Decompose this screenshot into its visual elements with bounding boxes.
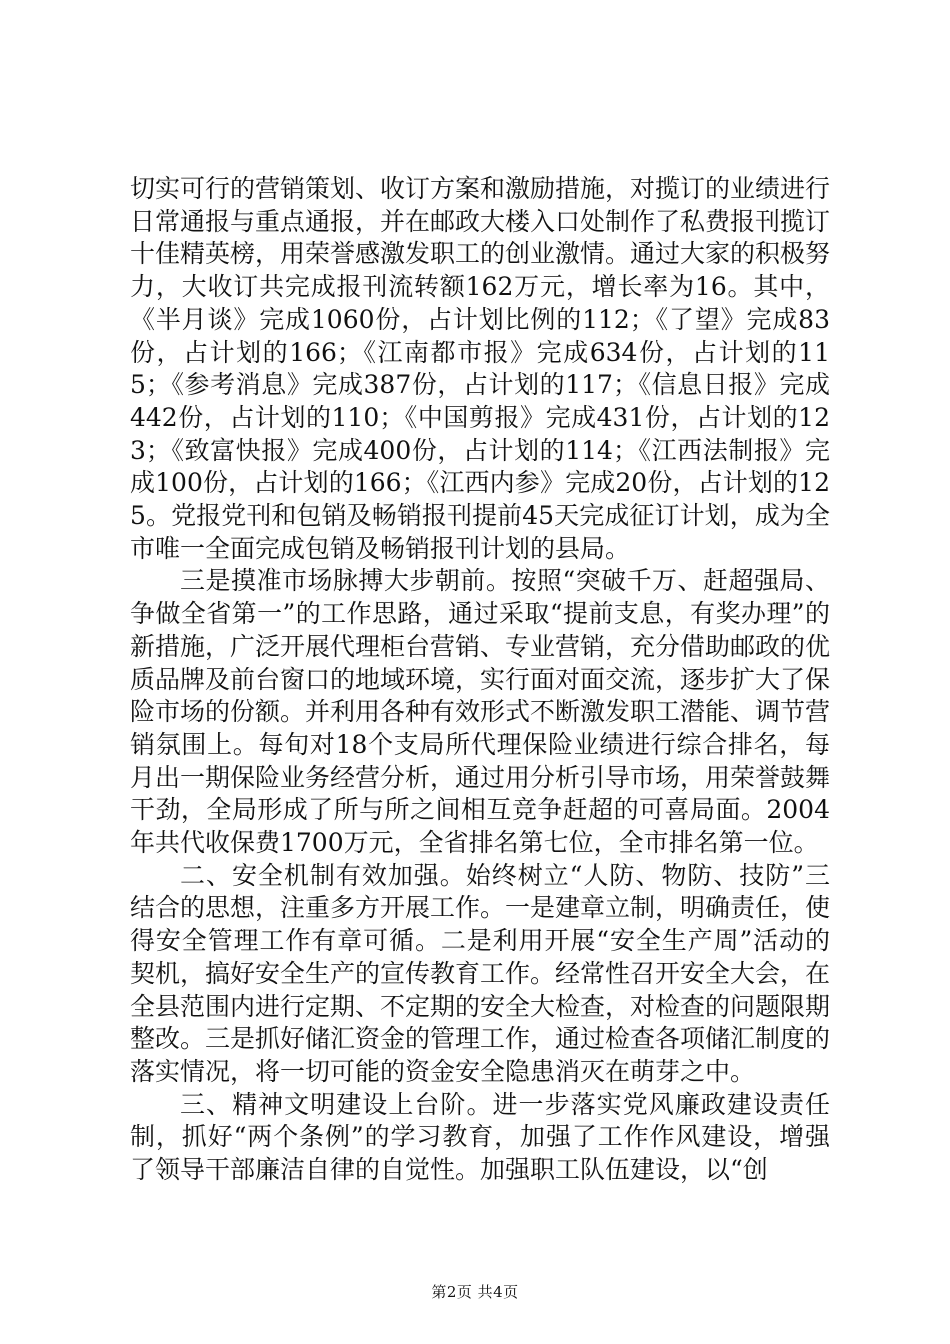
document-body xyxy=(130,173,830,1187)
paragraph-subscription-results: 切实可行的营销策划、收订方案和激励措施，对揽订的业绩进行日常通报与重点通报，并在邮政大楼入口处制作了私费报刊揽订十佳精英榜，用荣誉感激发职工的创业激情。通过大家的积极努力，大收订共完成报刊流转额162万元，增长率为16。其中，《半月谈》完成1060份，占计划比例的112；《了望》完成83份，占计划的166；《江南都市报》完成634份，占计划的115；《参考消息》完成387份，占计划的117；《信息日报》完成442份，占计划的110；《中国剪报》完成431份，占计划的123；《致富快报》完成400份，占计划的114；《江西法制报》完成100份，占计划的166；《江西内参》完成20份，占计划的125。党报党刊和包销及畅销报刊提前45天完成征订计划，成为全市唯一全面完成包销及畅销报刊计划的县局。 xyxy=(130,174,831,563)
paragraph-spiritual-civilization: 三、精神文明建设上台阶。进一步落实党风廉政建设责任制，抓好“两个条例”的学习教育，加强了工作作风建设，增强了领导干部廉洁自律的自觉性。加强职工队伍建设，以“创 xyxy=(130,1089,830,1185)
paragraph-insurance-market: 三是摸准市场脉搏大步朝前。按照“突破千万、赶超强局、争做全省第一”的工作思路，通过采取“提前支息，有奖办理”的新措施，广泛开展代理柜台营销、专业营销，充分借助邮政的优质品牌及前台窗口的地域环境，实行面对面交流，逐步扩大了保险市场的份额。并利用各种有效形式不断激发职工潜能、调节营销氛围上。每旬对18个支局所代理保险业绩进行综合排名，每月出一期保险业务经营分析，通过用分析引导市场，用荣誉鼓舞干劲，全局形成了所与所之间相互竞争赶超的可喜局面。2004年共代收保费1700万元，全省排名第七位，全市排名第一位。 xyxy=(130,566,831,858)
page-footer: 第2页 共4页 xyxy=(431,1283,519,1301)
paragraph-safety-mechanism: 二、安全机制有效加强。始终树立“人防、物防、技防”三结合的思想，注重多方开展工作。一是建章立制，明确责任，使得安全管理工作有章可循。二是利用开展“安全生产周”活动的契机，搞好安全生产的宣传教育工作。经常性召开安全大会，在全县范围内进行定期、不定期的安全大检查，对检查的问题限期整改。三是抓好储汇资金的管理工作，通过检查各项储汇制度的落实情况，将一切可能的资金安全隐患消灭在萌芽之中。 xyxy=(130,860,831,1086)
